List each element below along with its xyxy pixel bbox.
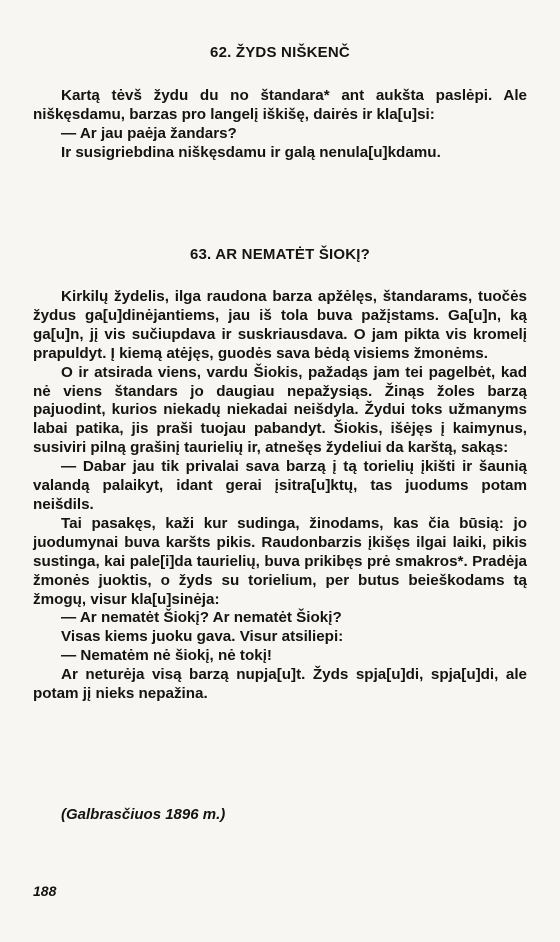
story-title: 62. ŽYDS NIŠKENČ: [210, 44, 350, 61]
dialogue-line: — Ar nematėt Šiokį? Ar nematėt Šiokį?: [61, 609, 342, 627]
paragraph: Tai pasakęs, kaži kur sudinga, žinodams, kas čia būsią: jo juodumynai buva karšts pikis. Raudonbarzis įkišęs ilgai laiki, pikis sustinga, kai pale[i]da taurielių, buva prikibęs prė smakros*. Pradėja žmonės juoktis, o žyds su torielium, per butus beieškodams tą žmogų, visur kla[u]sinėja:: [33, 514, 527, 608]
dialogue-line: — Dabar jau tik privalai sava barzą į tą torielių įkišti ir šaunią valandą palaikyt, idant gerai įsitra[u]ktų, tas juodums potam neišdils.: [33, 458, 527, 513]
story-text: [33, 288, 527, 704]
paragraph: Visas kiems juoku gava. Visur atsiliepi:: [61, 628, 344, 646]
paragraph: Ar neturėja visą barzą nupja[u]t. Žyds spja[u]di, spja[u]di, ale potam jį nieks nepažina.: [33, 666, 527, 703]
page-number: 188: [33, 883, 57, 899]
source-note: (Galbrasčiuos 1896 m.): [61, 806, 226, 823]
dialogue-line: — Nematėm nė šiokį, nė tokį!: [61, 647, 272, 665]
paragraph: Ir susigriebdina niškęsdamu ir galą nenula[u]kdamu.: [61, 143, 441, 161]
paragraph: Kartą tėvš žydu du no štandara* ant aukšta paslėpi. Ale niškęsdamu, barzas pro langelį iškišę, dairės ir kla[u]si:: [33, 87, 527, 123]
paragraph: O ir atsirada viens, vardu Šiokis, pažadąs jam tei pagelbėt, kad nė viens štandars jo daugiau nepažysiąs. Žinąs žoles barzą pajuodint, kurios niekadų niekadai neišdyla. Žydui toks užmanyms labai patika, jis praši tuojau pabandyt. Šiokis, išėjęs į kaimynus, susiviri pilną grašinį taurielių ir, atnešęs žydeliui da karštą, sakąs:: [33, 363, 527, 457]
story-title: 63. AR NEMATĖT ŠIOKĮ?: [189, 246, 371, 263]
paragraph: Kirkilų žydelis, ilga raudona barza apžėlęs, štandarams, tuočės žydus ga[u]dinėjantiems, jau iš tola buva pažįstams. Ga[u]n, ką ga[u]n, jį vis sučiupdava ir suskriausdava. O jam pikta vis kromelį prapuldyt. Į kiemą atėjęs, guodės sava bėdą visiems žmonėms.: [33, 288, 527, 362]
story-text: [33, 87, 527, 163]
dialogue-line: — Ar jau paėja žandars?: [61, 124, 237, 142]
